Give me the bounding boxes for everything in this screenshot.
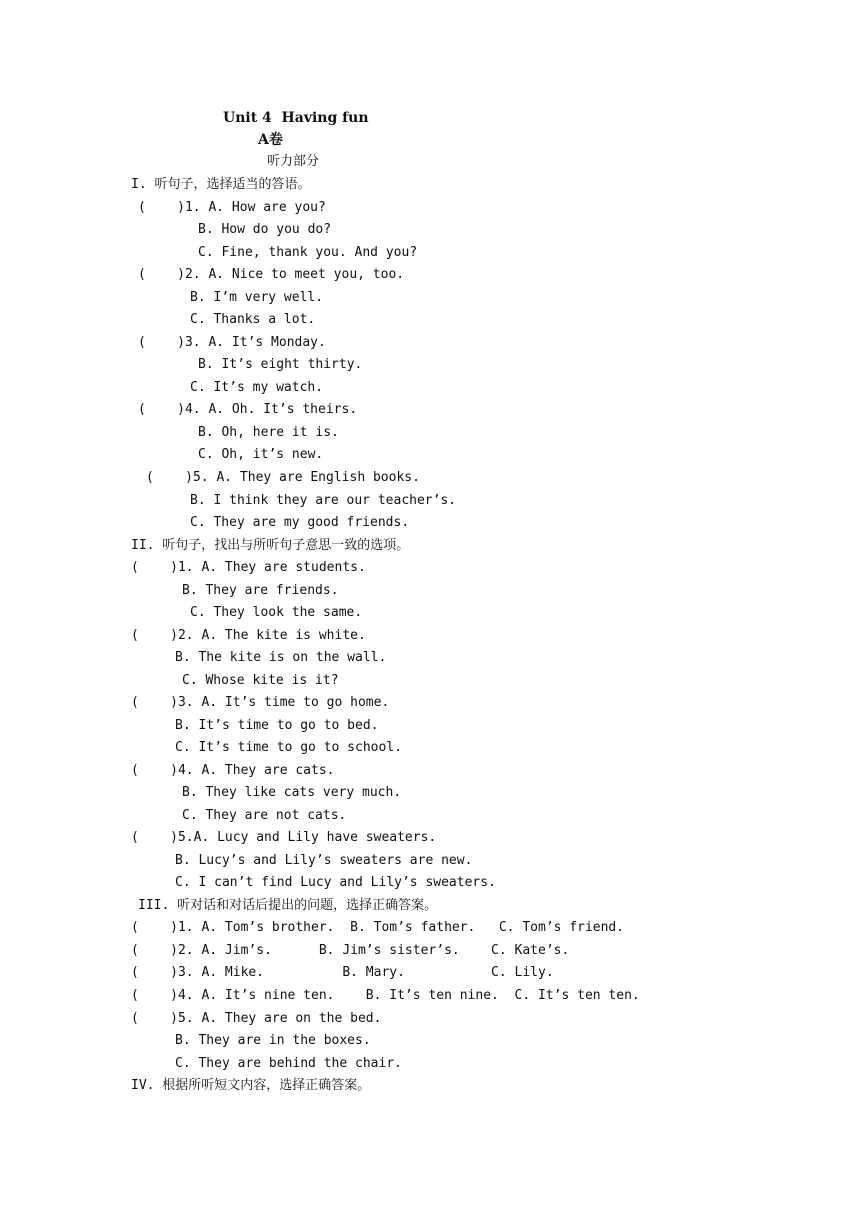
s2-q2-option-c: C. Whose kite is it?	[182, 673, 339, 688]
s2-q3-option-b: B. It’s time to go to bed.	[175, 718, 379, 733]
s2-q2-option-a: ( )2. A. The kite is white.	[131, 628, 366, 643]
section-1-heading: I. 听句子，选择适当的答语。	[131, 177, 311, 192]
s2-q5-option-b: B. Lucy’s and Lily’s sweaters are new.	[175, 853, 473, 868]
s2-q2-option-b: B. The kite is on the wall.	[175, 650, 387, 665]
s2-q3-option-c: C. It’s time to go to school.	[175, 740, 402, 755]
s1-q2-option-a: ( )2. A. Nice to meet you, too.	[138, 267, 405, 282]
s1-q4-option-a: ( )4. A. Oh. It’s theirs.	[138, 402, 358, 417]
s1-q5-option-b: B. I think they are our teacher’s.	[190, 493, 457, 508]
s2-q5-option-c: C. I can’t find Lucy and Lily’s sweaters.	[175, 875, 496, 890]
s3-q5-option-b: B. They are in the boxes.	[175, 1033, 371, 1048]
s1-q2-option-b: B. I’m very well.	[190, 290, 324, 305]
section-2-heading: II. 听句子，找出与所听句子意思一致的选项。	[131, 538, 410, 553]
part-label: 听力部分	[267, 154, 320, 169]
s1-q1-option-c: C. Fine, thank you. And you?	[198, 245, 418, 260]
unit-title: Unit 4 Having fun	[223, 110, 369, 126]
s1-q5-option-a: ( )5. A. They are English books.	[146, 470, 420, 485]
s1-q4-option-c: C. Oh, it’s new.	[198, 447, 324, 462]
s3-q1: ( )1. A. Tom’s brother. B. Tom’s father. C. Tom’s friend.	[131, 920, 625, 935]
s1-q3-option-a: ( )3. A. It’s Monday.	[138, 335, 326, 350]
s1-q2-option-c: C. Thanks a lot.	[190, 312, 316, 327]
volume-label: A卷	[258, 132, 283, 148]
s3-q3: ( )3. A. Mike. B. Mary. C. Lily.	[131, 965, 554, 980]
s1-q1-option-b: B. How do you do?	[198, 222, 332, 237]
s1-q1-option-a: ( )1. A. How are you?	[138, 200, 326, 215]
section-4-heading: IV. 根据所听短文内容，选择正确答案。	[131, 1078, 371, 1093]
s2-q4-option-b: B. They like cats very much.	[182, 785, 402, 800]
s1-q3-option-c: C. It’s my watch.	[190, 380, 324, 395]
s2-q4-option-c: C. They are not cats.	[182, 808, 347, 823]
s1-q5-option-c: C. They are my good friends.	[190, 515, 410, 530]
s2-q4-option-a: ( )4. A. They are cats.	[131, 763, 335, 778]
s3-q2: ( )2. A. Jim’s. B. Jim’s sister’s. C. Kate’s.	[131, 943, 570, 958]
s2-q1-option-a: ( )1. A. They are students.	[131, 560, 366, 575]
s1-q4-option-b: B. Oh, here it is.	[198, 425, 339, 440]
s3-q5-option-a: ( )5. A. They are on the bed.	[131, 1011, 382, 1026]
s2-q5-option-a: ( )5.A. Lucy and Lily have sweaters.	[131, 830, 437, 845]
s2-q3-option-a: ( )3. A. It’s time to go home.	[131, 695, 390, 710]
s3-q5-option-c: C. They are behind the chair.	[175, 1056, 402, 1071]
s2-q1-option-b: B. They are friends.	[182, 583, 339, 598]
s2-q1-option-c: C. They look the same.	[190, 605, 363, 620]
section-3-heading: III. 听对话和对话后提出的问题，选择正确答案。	[138, 898, 438, 913]
s1-q3-option-b: B. It’s eight thirty.	[198, 357, 363, 372]
s3-q4: ( )4. A. It’s nine ten. B. It’s ten nine. C. It’s ten ten.	[131, 988, 640, 1003]
